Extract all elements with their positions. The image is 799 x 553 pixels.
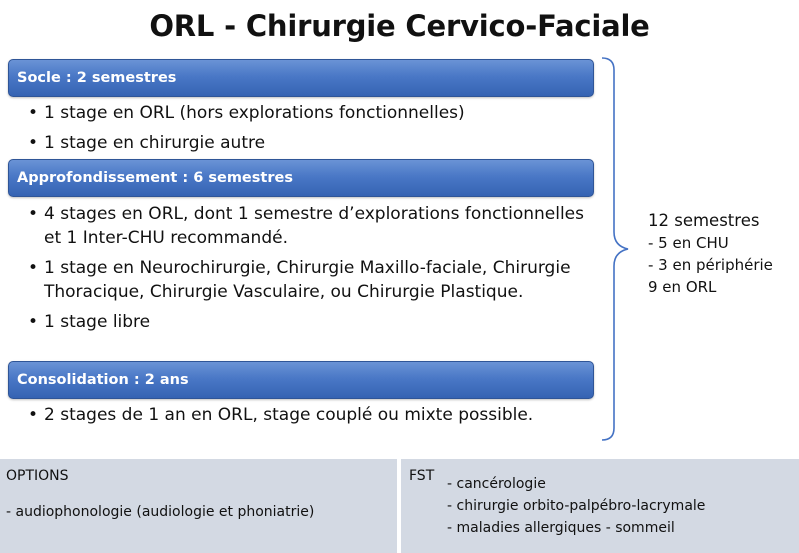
list-item: • 1 stage libre: [12, 310, 592, 334]
curly-brace-icon: [600, 56, 640, 442]
page-title: ORL - Chirurgie Cervico-Faciale: [149, 9, 650, 43]
summary-line: - 3 en périphérie: [648, 256, 773, 274]
section-header-consolidation: Consolidation : 2 ans: [8, 361, 594, 399]
section-header-approfondissement: Approfondissement : 6 semestres: [8, 159, 594, 197]
list-item: - audiophonologie (audiologie et phoniatrie): [6, 504, 315, 520]
options-list: [6, 501, 397, 523]
section-header-socle: Socle : 2 semestres: [8, 59, 594, 97]
fst-list: [447, 473, 705, 539]
list-item: • 1 stage en Neurochirurgie, Chirurgie Maxillo-faciale, Chirurgie Thoracique, Chirurgie Vasculaire, ou Chirurgie Plastique.: [12, 256, 592, 304]
list-item: - maladies allergiques - sommeil: [447, 520, 675, 536]
list-item: • 4 stages en ORL, dont 1 semestre d’explorations fonctionnelles et 1 Inter-CHU recommandé.: [12, 202, 592, 250]
fst-label: FST: [409, 468, 435, 484]
list-item: - chirurgie orbito-palpébro-lacrymale: [447, 498, 706, 514]
summary-line: - 5 en CHU: [648, 234, 729, 252]
section-list-approfondissement: [12, 202, 592, 334]
section-list-socle: [12, 101, 592, 155]
fst-panel: [401, 459, 799, 553]
options-label: OPTIONS: [6, 468, 69, 484]
options-panel: [0, 459, 397, 553]
list-item: • 1 stage en chirurgie autre: [12, 131, 592, 155]
section-list-consolidation: [12, 403, 592, 427]
list-item: • 1 stage en ORL (hors explorations fonctionnelles): [12, 101, 592, 125]
list-item: • 2 stages de 1 an en ORL, stage couplé ou mixte possible.: [12, 403, 592, 427]
summary-block: [648, 210, 773, 298]
list-item: - cancérologie: [447, 476, 546, 492]
summary-line: 9 en ORL: [648, 278, 717, 296]
summary-head: 12 semestres: [648, 211, 760, 230]
